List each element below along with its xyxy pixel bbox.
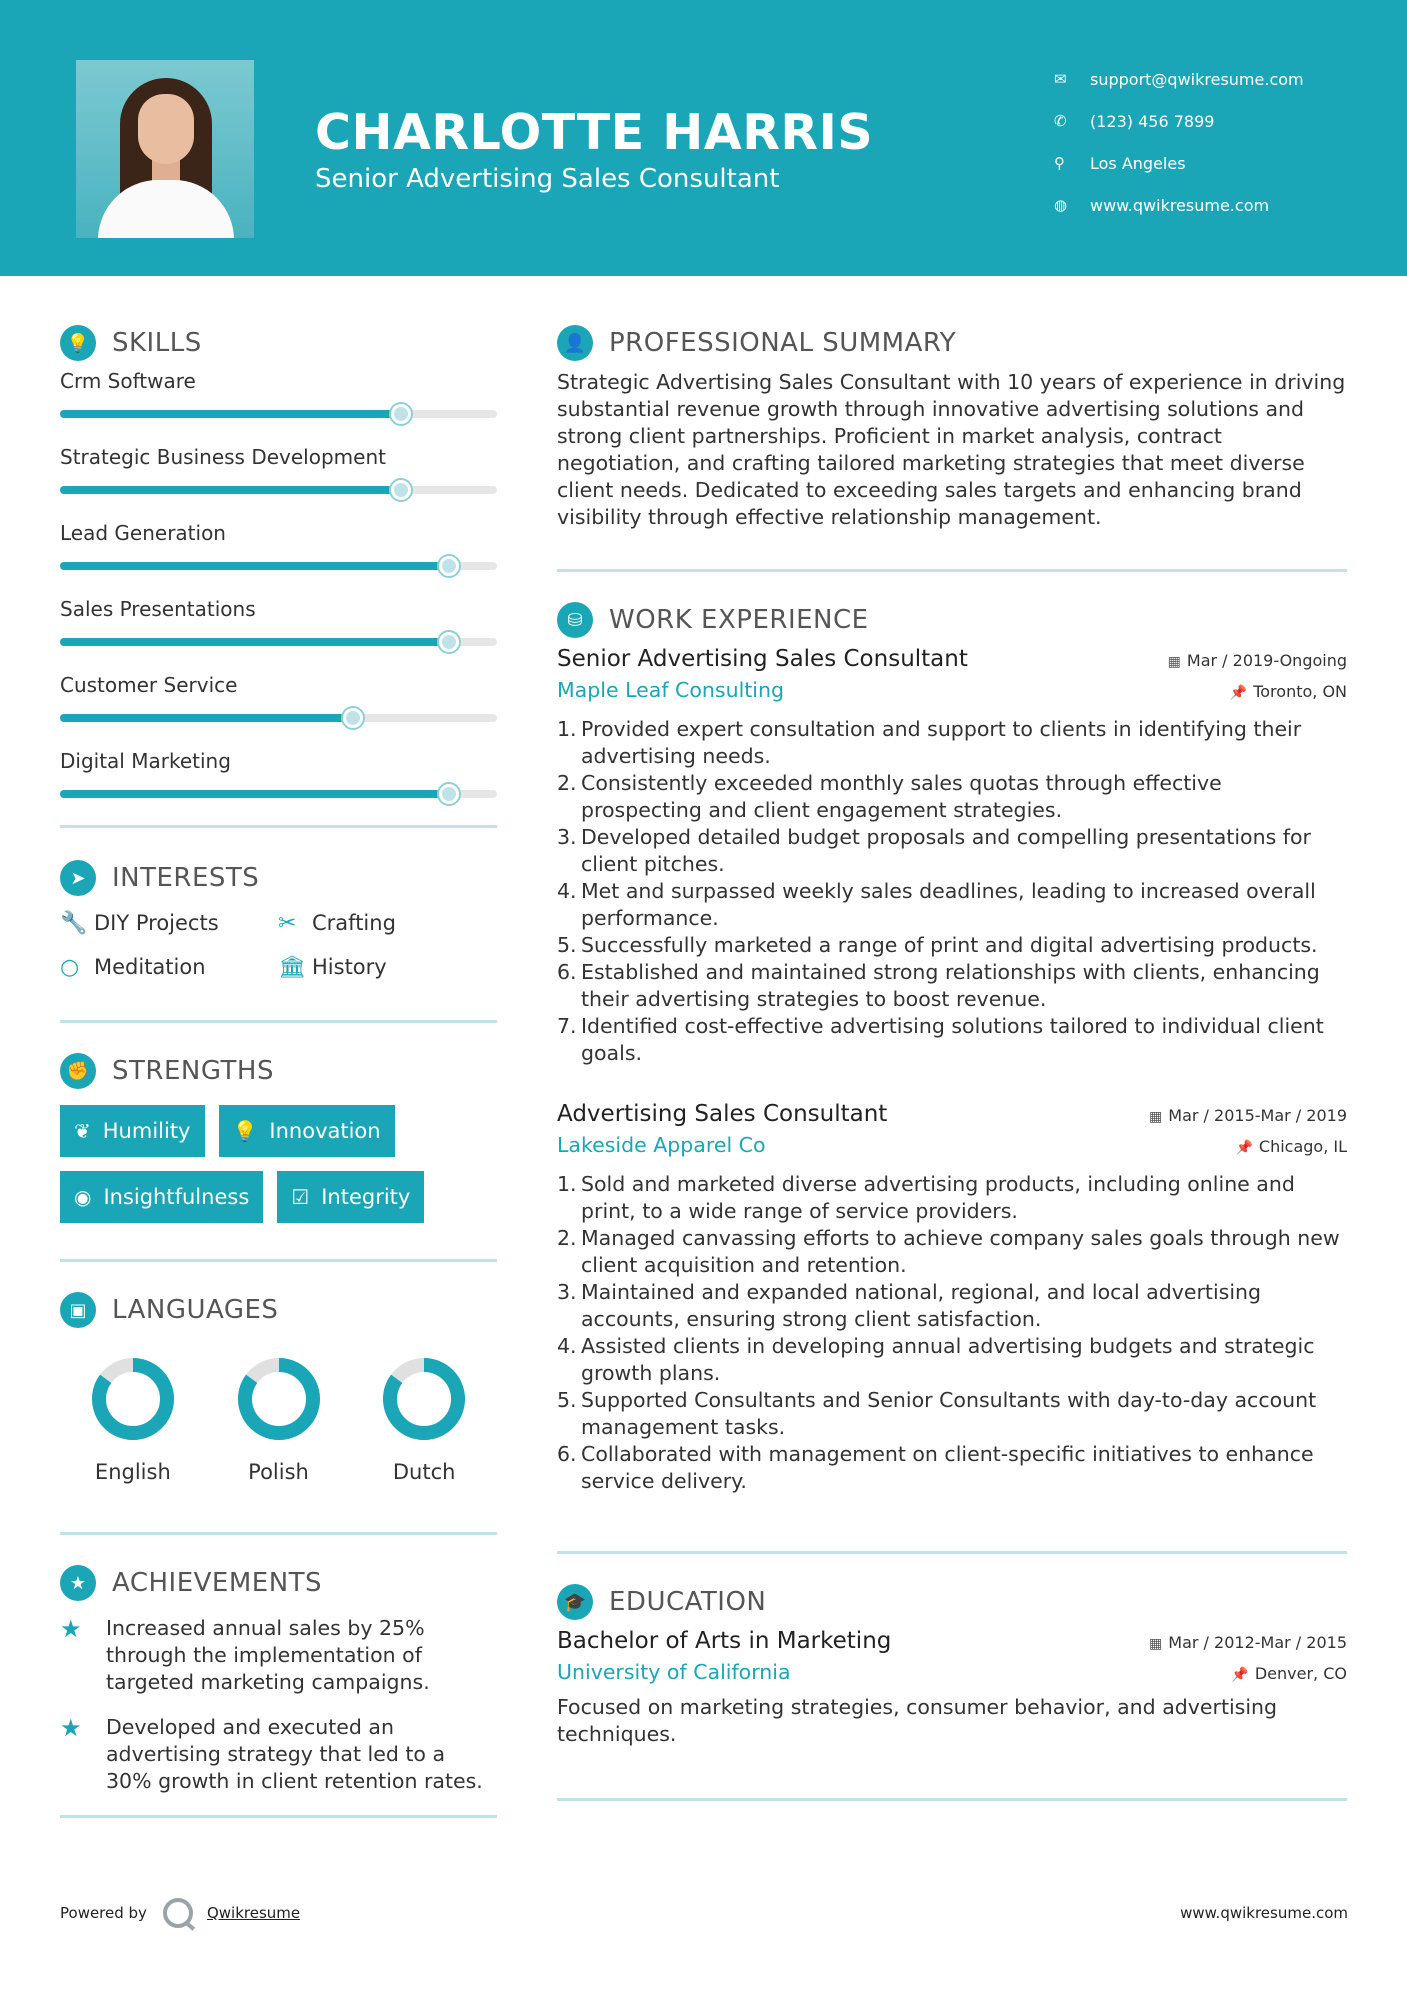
divider [557,1798,1347,1801]
star-icon: ★ [60,1615,82,1643]
bullet-number: 4. [557,1334,577,1358]
bullet-text: Maintained and expanded national, regional, and local advertising accounts, ensuring strong client satisfaction. [581,1280,1262,1331]
bullet-number: 6. [557,960,577,984]
languages-heading [60,1292,497,1328]
degree: Bachelor of Arts in Marketing [557,1628,892,1654]
skill-track [60,410,497,418]
job-bullet [557,1333,1347,1387]
skill-level-knob [391,480,411,500]
candidate-name: CHARLOTTE HARRIS [315,104,874,161]
job-bullet [557,716,1347,770]
company-name: Maple Leaf Consulting [557,678,785,702]
achievement-text: Increased annual sales by 25% through the implementation of targeted marketing campaigns. [106,1616,430,1694]
eye-icon: ◉ [74,1185,92,1209]
lightbulb-icon: 💡 [60,325,96,361]
strength-label: Insightfulness [103,1185,250,1209]
job-bullet [557,959,1347,1013]
divider [60,1815,497,1818]
divider [557,569,1347,572]
interest-label: History [312,955,387,979]
skill-fill [60,638,449,646]
contact-location-text: Los Angeles [1090,153,1186,173]
pin-icon: 📌 [1231,1667,1249,1683]
skill-label: Lead Generation [60,521,226,545]
languages-title: LANGUAGES [112,1295,279,1325]
skill-item [60,445,497,521]
job-dates [1168,651,1347,670]
job-title: Advertising Sales Consultant [557,1101,888,1127]
achievement-item [60,1714,497,1795]
qwikresume-link[interactable]: Qwikresume [206,1904,301,1922]
strength-label: Innovation [269,1119,381,1143]
skill-item [60,673,497,749]
calendar-icon: ▦ [1167,654,1181,670]
left-column [60,276,497,1818]
strengths-heading [60,1053,497,1089]
divider [60,1532,497,1535]
interests-heading [60,860,497,896]
job-bullet [557,1441,1347,1495]
education-title: EDUCATION [609,1587,767,1617]
skill-track [60,486,497,494]
skill-level-knob [439,556,459,576]
summary-heading [557,325,1347,361]
contact-location [1054,142,1304,184]
job-bullet [557,1013,1347,1067]
skill-fill [60,486,401,494]
skill-track [60,638,497,646]
scissors-icon: ✂ [278,910,297,936]
job-company-row [557,678,1347,702]
skill-track [60,790,497,798]
job-dates-text: Mar / 2019-Ongoing [1186,651,1347,670]
contact-phone-text: (123) 456 7899 [1090,111,1215,131]
graduate-icon: 🎓 [557,1584,593,1620]
lightbulb-icon: 💡 [232,1119,258,1143]
calendar-icon: ▦ [1149,1109,1163,1125]
bullet-number: 6. [557,1442,577,1466]
skill-fill [60,714,353,722]
language-label: Polish [248,1460,309,1484]
language-item [60,1356,206,1484]
interest-label: Meditation [94,955,206,979]
bullet-number: 5. [557,1388,577,1412]
bullet-number: 4. [557,879,577,903]
skills-title: SKILLS [112,328,202,358]
footer-powered-by [60,1898,300,1928]
divider [557,1551,1347,1554]
job-entry [557,1101,1347,1495]
job-bullets [557,1171,1347,1495]
education-dates [1149,1633,1347,1652]
museum-icon: 🏛 [278,954,306,980]
bullet-number: 3. [557,1280,577,1304]
contact-email[interactable] [1054,58,1304,100]
job-dates [1149,1106,1347,1125]
strength-tag [219,1105,395,1157]
right-column [557,276,1347,1801]
bullet-number: 1. [557,1172,577,1196]
skill-label: Strategic Business Development [60,445,386,469]
bullet-text: Met and surpassed weekly sales deadlines, leading to increased overall performance. [581,879,1316,930]
bullet-number: 2. [557,771,577,795]
bullet-text: Sold and marketed diverse advertising products, including online and print, to a wide range of service providers. [581,1172,1295,1223]
job-bullet [557,770,1347,824]
divider [60,1259,497,1262]
language-item [206,1356,352,1484]
contact-email-text[interactable]: support@qwikresume.com [1090,69,1304,89]
school-name: University of California [557,1660,791,1684]
star-badge-icon: ★ [60,1565,96,1601]
skill-item [60,369,497,445]
interest-item [278,908,497,938]
bullet-number: 7. [557,1014,577,1038]
job-company-row [557,1133,1347,1157]
job-entry [557,646,1347,1067]
calendar-icon: ▦ [1149,1636,1163,1652]
bullet-text: Assisted clients in developing annual advertising budgets and strategic growth plans. [581,1334,1315,1385]
language-ring [90,1356,176,1442]
job-location-text: Chicago, IL [1258,1137,1347,1156]
interest-item [278,952,497,982]
bullet-number: 2. [557,1226,577,1250]
pin-icon: 📌 [1229,685,1248,701]
contact-website[interactable] [1054,184,1304,226]
candidate-title: Senior Advertising Sales Consultant [315,164,780,194]
education-description: Focused on marketing strategies, consumer behavior, and advertising techniques. [557,1695,1278,1746]
job-bullet [557,1225,1347,1279]
job-bullet [557,1387,1347,1441]
wrench-icon: 🔧 [60,910,88,936]
circle-icon: ○ [60,954,80,980]
phone-icon: ✆ [1054,112,1067,130]
check-square-icon: ☑ [291,1185,310,1209]
summary-text: Strategic Advertising Sales Consultant with 10 years of experience in driving substantial revenue growth through innovative advertising solutions and strong client partnerships. Proficient in market analysis, contract negotiation, and crafting tailored marketing strategies that meet diverse client needs. Dedicated to exceeding sales targets and enhancing brand visibility through effective relationship management. [557,370,1346,529]
skill-fill [60,790,449,798]
bullet-number: 3. [557,825,577,849]
bullet-number: 5. [557,933,577,957]
bullet-text: Identified cost-effective advertising solutions tailored to individual client goals. [581,1014,1324,1065]
divider [60,1020,497,1023]
strength-label: Integrity [321,1185,411,1209]
strength-tag [277,1171,424,1223]
powered-by-label: Powered by [60,1904,147,1922]
job-bullet [557,932,1347,959]
summary-title: PROFESSIONAL SUMMARY [609,328,957,358]
contact-phone [1054,100,1304,142]
skill-fill [60,562,449,570]
company-name: Lakeside Apparel Co [557,1133,766,1157]
education-dates-text: Mar / 2012-Mar / 2015 [1168,1633,1347,1652]
strengths-title: STRENGTHS [112,1056,274,1086]
interests-title: INTERESTS [112,863,260,893]
skill-label: Customer Service [60,673,238,697]
skill-level-knob [439,632,459,652]
language-ring [236,1356,322,1442]
interests-list [60,908,497,982]
interest-item [60,952,278,982]
language-icon: ▣ [60,1292,96,1328]
skill-fill [60,410,401,418]
skill-item [60,597,497,673]
skill-level-knob [343,708,363,728]
leaf-icon: ❦ [74,1119,91,1143]
skill-label: Sales Presentations [60,597,256,621]
strength-tag [60,1105,205,1157]
user-icon: 👤 [557,325,593,361]
achievement-text: Developed and executed an advertising strategy that led to a 30% growth in client retention rates. [106,1715,483,1793]
language-item [351,1356,497,1484]
envelope-icon: ✉ [1054,70,1067,88]
strengths-list [60,1105,497,1223]
bullet-text: Consistently exceeded monthly sales quotas through effective prospecting and client engagement strategies. [581,771,1222,822]
experience-heading [557,602,1347,638]
globe-icon: ◍ [1054,196,1068,214]
job-bullets [557,716,1347,1067]
education-location [1231,1664,1347,1683]
bullet-text: Provided expert consultation and support to clients in identifying their advertising needs. [581,717,1302,768]
job-bullet [557,878,1347,932]
education-heading [557,1584,1347,1620]
job-header [557,1101,1347,1127]
contact-website-text[interactable]: www.qwikresume.com [1090,195,1270,215]
bullet-text: Collaborated with management on client-specific initiatives to enhance service delivery. [581,1442,1314,1493]
job-location-text: Toronto, ON [1253,682,1347,701]
skill-label: Digital Marketing [60,749,231,773]
job-title: Senior Advertising Sales Consultant [557,646,968,672]
achievements-list [60,1615,497,1795]
jobs-list [557,646,1347,1495]
strength-label: Humility [102,1119,191,1143]
interest-label: DIY Projects [94,911,219,935]
job-bullet [557,1171,1347,1225]
language-label: Dutch [392,1460,456,1484]
bullet-text: Managed canvassing efforts to achieve company sales goals through new client acquisition and retention. [581,1226,1340,1277]
skill-label: Crm Software [60,369,196,393]
language-ring [381,1356,467,1442]
office-chair-icon: ⛁ [557,602,593,638]
job-bullet [557,1279,1347,1333]
education-location-text: Denver, CO [1254,1664,1347,1683]
job-location [1230,682,1347,701]
job-location [1235,1137,1347,1156]
skill-level-knob [439,784,459,804]
education-school-row [557,1660,1347,1684]
bullet-text: Established and maintained strong relationships with clients, enhancing their advertising strategies to boost revenue. [581,960,1320,1011]
fist-icon: ✊ [60,1053,96,1089]
job-bullet [557,824,1347,878]
interest-label: Crafting [312,911,396,935]
skill-track [60,714,497,722]
contact-list [1054,58,1304,226]
achievement-item [60,1615,497,1696]
achievements-title: ACHIEVEMENTS [112,1568,323,1598]
achievements-heading [60,1565,497,1601]
profile-photo [76,60,254,238]
skills-list [60,369,497,825]
star-icon: ★ [60,1714,82,1742]
skill-level-knob [391,404,411,424]
education-row [557,1628,1347,1654]
interest-item [60,908,278,938]
language-label: English [94,1460,171,1484]
skill-item [60,521,497,597]
bullet-number: 1. [557,717,577,741]
bullet-text: Successfully marketed a range of print and digital advertising products. [581,933,1318,957]
experience-title: WORK EXPERIENCE [609,605,869,635]
header [0,0,1407,276]
divider [60,825,497,828]
bullet-text: Supported Consultants and Senior Consultants with day-to-day account management tasks. [581,1388,1317,1439]
skills-heading [60,325,497,361]
skill-track [60,562,497,570]
paper-plane-icon: ➤ [60,860,96,896]
job-dates-text: Mar / 2015-Mar / 2019 [1168,1106,1347,1125]
qwikresume-logo-icon [163,1898,193,1928]
job-header [557,646,1347,672]
strength-tag [60,1171,263,1223]
languages-list [60,1356,497,1484]
location-pin-icon: ⚲ [1054,154,1065,172]
bullet-text: Developed detailed budget proposals and compelling presentations for client pitches. [581,825,1311,876]
pin-icon: 📌 [1235,1140,1253,1156]
skill-item [60,749,497,825]
footer-url[interactable]: www.qwikresume.com [1180,1904,1348,1922]
